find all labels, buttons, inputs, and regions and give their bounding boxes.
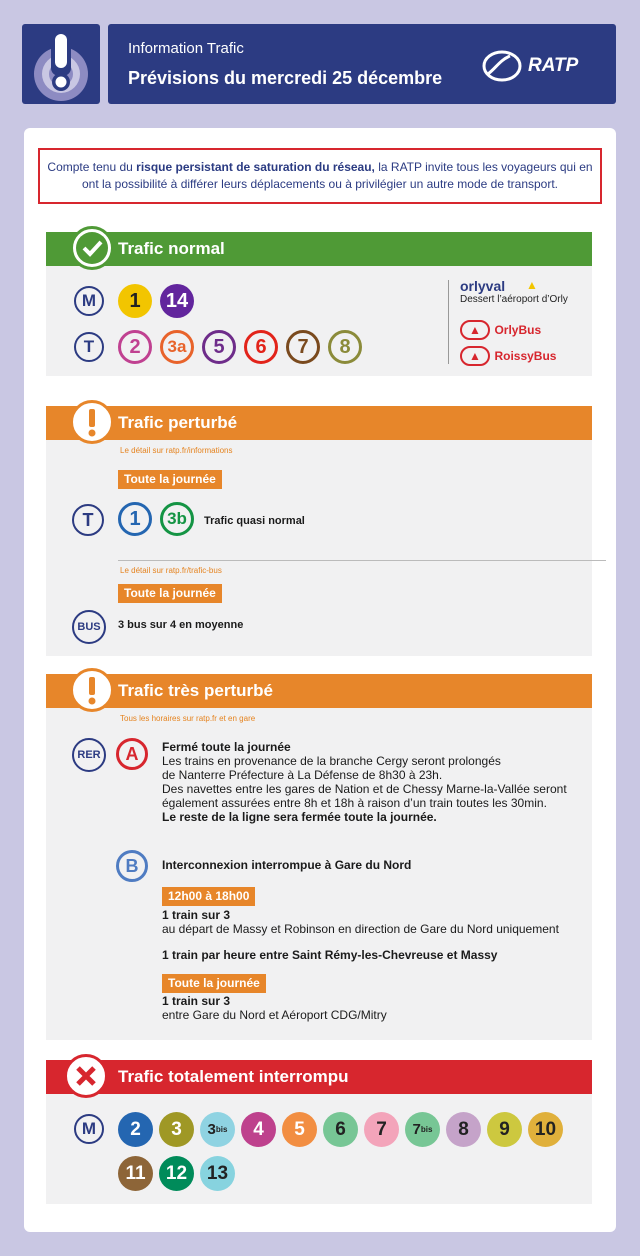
- normal-band: [46, 232, 592, 266]
- metro-line-label: 3: [171, 1118, 182, 1140]
- rer-a-line-4: également assurées entre 8h et 18h à raison d’un train toutes les 30min.: [162, 796, 547, 810]
- metro-line-12: [159, 1156, 194, 1191]
- orlybus-logo: [460, 320, 541, 340]
- rer-b-text-3-detail: entre Gare du Nord et Aéroport CDG/Mitry: [162, 1008, 387, 1022]
- metro-label-icon: M: [74, 1114, 104, 1144]
- rer-line-a: A: [116, 738, 148, 770]
- metro-line-3bis: 3 bis: [200, 1112, 235, 1147]
- metro-line-label: 11: [125, 1162, 146, 1184]
- tram-line-3a: 3a: [160, 330, 194, 364]
- advisory-bold: risque persistant de saturation du réseau,: [136, 160, 375, 174]
- perturbe-note-2: Le détail sur ratp.fr/trafic-bus: [120, 566, 222, 575]
- bus-label-icon: BUS: [72, 610, 106, 644]
- metro-line-label: 3: [207, 1121, 216, 1138]
- tram-line-2: 2: [118, 330, 152, 364]
- tag-all-day-2: Toute la journée: [118, 584, 222, 603]
- normal-title: Trafic normal: [118, 239, 225, 258]
- perturbe-band: [46, 406, 592, 440]
- advisory-notice: [38, 148, 602, 204]
- orlyval-arrow-icon: ▲: [526, 278, 538, 292]
- roissybus-logo: [460, 346, 556, 366]
- metro-line-label: 5: [294, 1118, 305, 1140]
- tres-note: Tous les horaires sur ratp.fr et en gare: [120, 714, 256, 723]
- metro-line-5: [282, 1112, 317, 1147]
- metro-line-6: [323, 1112, 358, 1147]
- page-title: Prévisions du mercredi 25 décembre: [128, 68, 443, 88]
- rer-a-line-2: de Nanterre Préfecture à La Défense de 8h30 à 23h.: [162, 768, 443, 782]
- cross-icon: [64, 1054, 108, 1098]
- ratp-wordmark: RATP: [528, 55, 579, 76]
- header-subtitle: Information Trafic: [128, 40, 244, 57]
- perturbe-title: Trafic perturbé: [118, 413, 238, 432]
- bus-status: 3 bus sur 4 en moyenne: [118, 619, 244, 631]
- tres-title: Trafic très perturbé: [118, 681, 273, 700]
- metro-line-7: [364, 1112, 399, 1147]
- rer-b-title: Interconnexion interrompue à Gare du Nord: [162, 858, 412, 872]
- metro-line-label: 9: [499, 1118, 510, 1140]
- metro-line-11: [118, 1156, 153, 1191]
- check-icon: [70, 226, 114, 270]
- tram-line-8: 8: [328, 330, 362, 364]
- exclamation-icon: [70, 668, 114, 712]
- roissybus-label: RoissyBus: [494, 349, 557, 363]
- rer-a-line-3: Des navettes entre les gares de Nation et de Chessy Marne-la-Vallée seront: [162, 782, 567, 796]
- interrompu-title: Trafic totalement interrompu: [118, 1067, 349, 1086]
- interrompu-band: [46, 1060, 592, 1094]
- rer-b-text-1-detail: au départ de Massy et Robinson en direction de Gare du Nord uniquement: [162, 922, 559, 936]
- metro-line-4: [241, 1112, 276, 1147]
- alert-logo: [22, 24, 100, 104]
- orlybus-label: OrlyBus: [494, 323, 542, 337]
- divider: [448, 280, 449, 364]
- metro-line-8: [446, 1112, 481, 1147]
- metro-line-13: [200, 1156, 235, 1191]
- ratp-logo: [482, 50, 600, 82]
- tram-label-icon: T: [72, 504, 104, 536]
- tag-all-day-3: Toute la journée: [162, 974, 266, 993]
- rer-a-line-1: Les trains en provenance de la branche Cergy seront prolongés: [162, 754, 501, 768]
- rer-label-icon: RER: [72, 738, 106, 772]
- rer-b-text-3: 1 train sur 3: [162, 994, 231, 1008]
- tram-line-1: 1: [118, 502, 152, 536]
- metro-line-9: [487, 1112, 522, 1147]
- eiffel-icon: ▲: [460, 320, 490, 340]
- rer-a-title: Fermé toute la journée: [162, 740, 291, 754]
- tres-band: [46, 674, 592, 708]
- metro-line-label: 7: [412, 1121, 421, 1138]
- separator: [118, 560, 606, 561]
- tram-line-7: 7: [286, 330, 320, 364]
- metro-line-1: 1: [118, 284, 152, 318]
- advisory-text-end: la RATP invite tous les voyageurs qui en ont la possibilité à différer leurs déplacements ou à privilégier un autre mode de transport.: [81, 160, 593, 191]
- tag-time-window: 12h00 à 18h00: [162, 887, 255, 906]
- metro-line-7bis: 7 bis: [405, 1112, 440, 1147]
- metro-line-label: 10: [534, 1118, 557, 1140]
- rer-b-text-1: 1 train sur 3: [162, 908, 231, 922]
- tram-label-icon: T: [74, 332, 104, 362]
- tram-status: Trafic quasi normal: [204, 515, 305, 527]
- tram-line-3b: 3b: [160, 502, 194, 536]
- rer-line-b: B: [116, 850, 148, 882]
- eiffel-icon: ▲: [460, 346, 490, 366]
- metro-line-label: 8: [458, 1118, 469, 1140]
- tram-line-5: 5: [202, 330, 236, 364]
- metro-line-14: 14: [160, 284, 194, 318]
- tram-line-6: 6: [244, 330, 278, 364]
- metro-line-3: [159, 1112, 194, 1147]
- rer-a-line-5: Le reste de la ligne sera fermée toute la journée.: [162, 810, 437, 824]
- metro-line-2: [118, 1112, 153, 1147]
- advisory-text: Compte tenu du: [47, 160, 137, 174]
- exclamation-icon: [70, 400, 114, 444]
- metro-line-label: 7: [376, 1118, 387, 1140]
- title-bar: [108, 24, 616, 104]
- content-card: [24, 128, 616, 1232]
- metro-line-label: 13: [206, 1162, 229, 1184]
- rer-b-text-2: 1 train par heure entre Saint Rémy-les-Chevreuse et Massy: [162, 948, 498, 962]
- metro-label-icon: M: [74, 286, 104, 316]
- header: [0, 0, 640, 118]
- tag-all-day-1: Toute la journée: [118, 470, 222, 489]
- metro-line-label: 12: [165, 1162, 188, 1184]
- metro-line-10: [528, 1112, 563, 1147]
- metro-line-label: 2: [130, 1118, 141, 1140]
- metro-line-label: 4: [253, 1118, 264, 1140]
- perturbe-note-1: Le détail sur ratp.fr/informations: [120, 446, 233, 455]
- orlyval-logo: orlyval: [460, 278, 506, 294]
- metro-line-label: 6: [335, 1118, 346, 1140]
- orlyval-description: Dessert l’aéroport d’Orly: [460, 294, 568, 305]
